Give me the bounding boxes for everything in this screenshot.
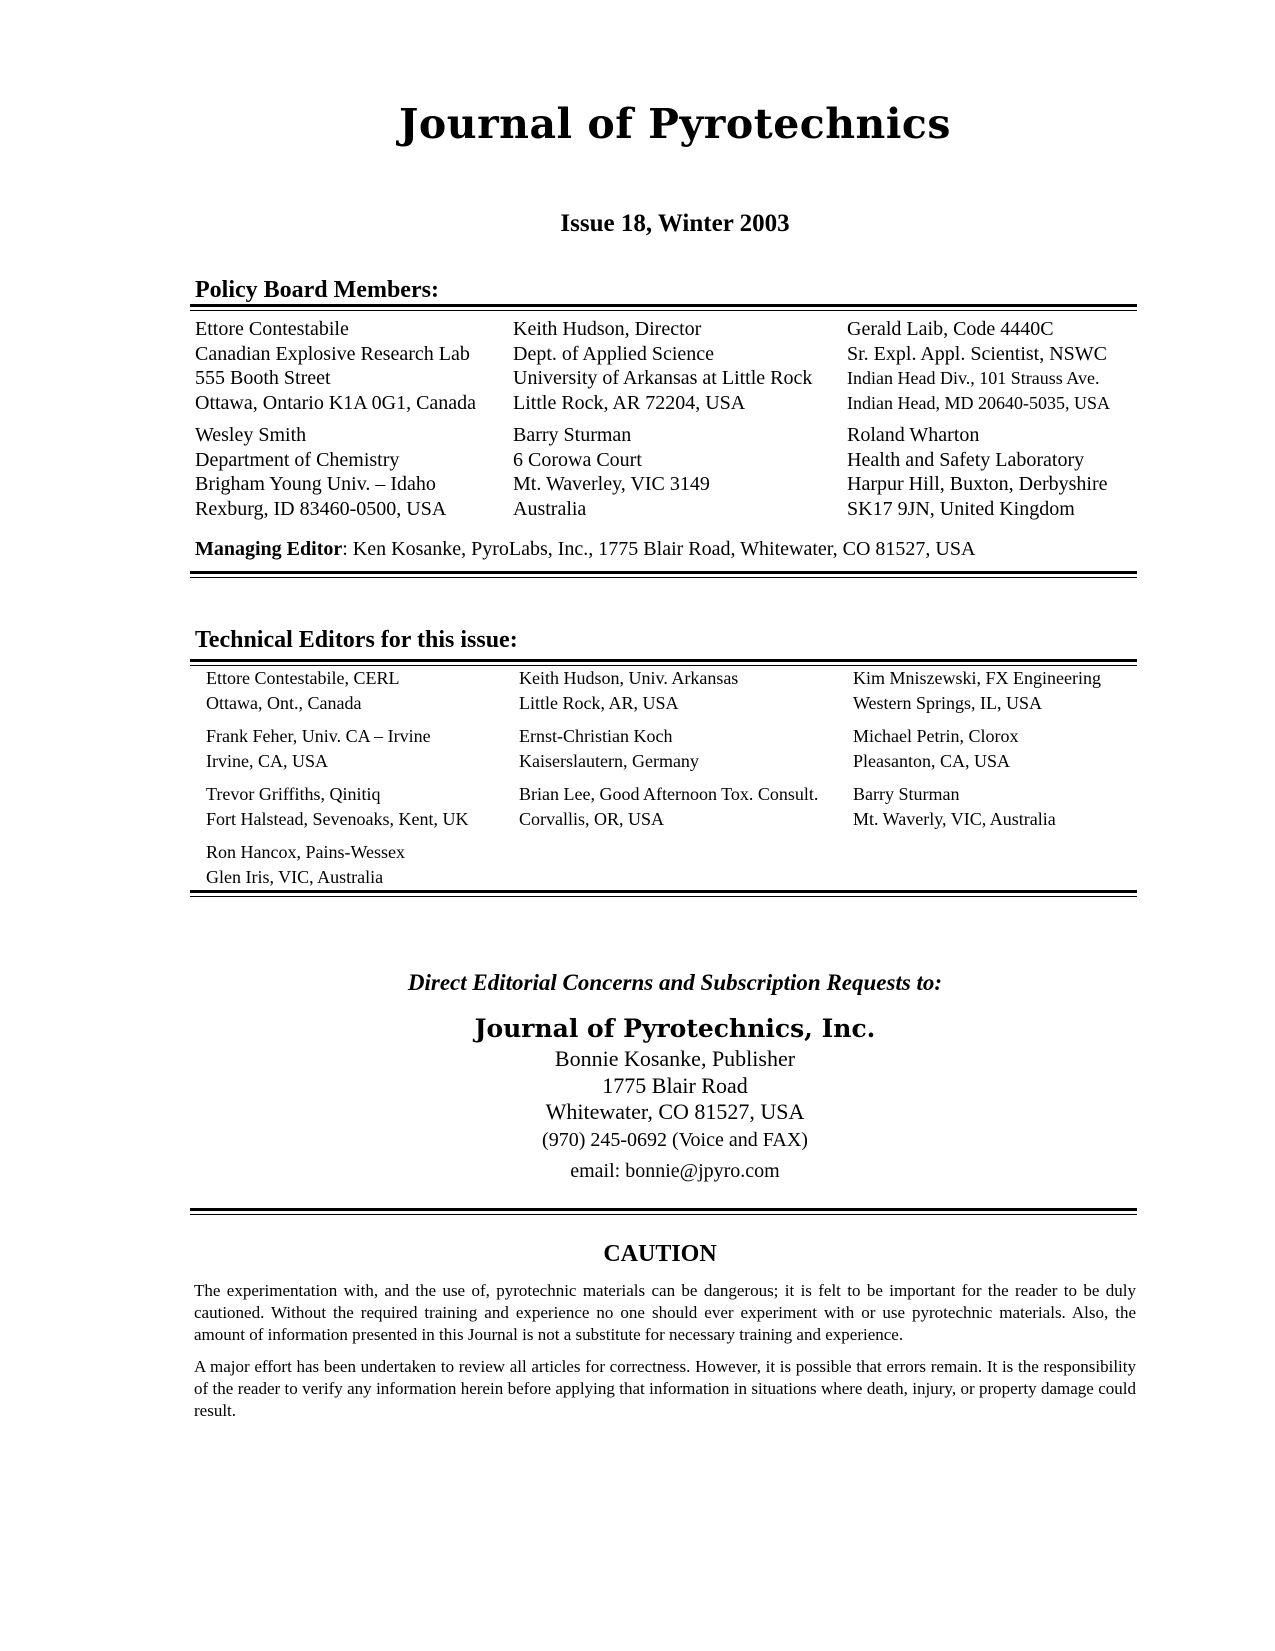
policy-line: Harpur Hill, Buxton, Derbyshire (847, 473, 1108, 495)
policy-line: Mt. Waverley, VIC 3149 (513, 473, 710, 495)
policy-line: Gerald Laib, Code 4440C (847, 318, 1054, 340)
editor-location: Western Springs, IL, USA (853, 693, 1043, 713)
editor-entry (206, 724, 468, 774)
editor-entry (853, 782, 1101, 832)
editor-name: Brian Lee, Good Afternoon Tox. Consult. (519, 784, 819, 804)
editor-name: Kim Mniszewski, FX Engineering (853, 668, 1101, 688)
email-line: email: bonnie@jpyro.com (570, 1160, 780, 1182)
managing-editor-label: Managing Editor (195, 538, 343, 560)
policy-line: Keith Hudson, Director (513, 318, 702, 340)
editor-location: Mt. Waverly, VIC, Australia (853, 809, 1056, 829)
caution-paragraph-2: A major effort has been undertaken to review all articles for correctness. However, it is possible that errors remain. It is the responsibility of the reader to verify any information herein before applying that information in situations where death, injury, or property damage could result. (194, 1357, 1136, 1420)
caution-top-rule (190, 1208, 1137, 1215)
editor-name: Michael Petrin, Clorox (853, 726, 1019, 746)
issue-line: Issue 18, Winter 2003 (560, 210, 790, 237)
technical-editors-top-rule (190, 659, 1137, 666)
editor-name: Trevor Griffiths, Qinitiq (206, 784, 381, 804)
policy-line: Canadian Explosive Research Lab (195, 342, 470, 365)
editor-entry (206, 666, 468, 716)
contact-address (0, 1046, 1275, 1126)
policy-line: Little Rock, AR 72204, USA (513, 391, 746, 414)
policy-line: Roland Wharton (847, 424, 980, 446)
editor-entry (519, 724, 818, 774)
editor-location: Fort Halstead, Sevenoaks, Kent, UK (206, 809, 469, 829)
policy-col-1 (195, 317, 476, 521)
editor-name: Ernst-Christian Koch (519, 726, 673, 746)
editor-entry (519, 782, 818, 832)
editor-name: Ron Hancox, Pains-Wessex (206, 842, 406, 862)
policy-col-3 (847, 317, 1110, 521)
policy-board-heading: Policy Board Members: (195, 277, 439, 303)
page-title: Journal of Pyrotechnics (399, 100, 951, 148)
te-col-3 (853, 666, 1101, 840)
editor-location: Glen Iris, VIC, Australia (206, 867, 384, 887)
editor-entry (206, 840, 468, 890)
company-name: Journal of Pyrotechnics, Inc. (474, 1014, 876, 1043)
editor-location: Corvallis, OR, USA (519, 809, 665, 829)
caution-title: CAUTION (603, 1241, 717, 1267)
policy-line: Rexburg, ID 83460-0500, USA (195, 497, 447, 520)
policy-line: Ottawa, Ontario K1A 0G1, Canada (195, 391, 477, 414)
editor-entry (853, 724, 1101, 774)
technical-editors-bottom-rule (190, 890, 1137, 897)
editor-location: Irvine, CA, USA (206, 751, 328, 771)
policy-line: Department of Chemistry (195, 448, 400, 471)
policy-line: 555 Booth Street (195, 367, 331, 389)
policy-line: Australia (513, 497, 587, 520)
policy-line: Wesley Smith (195, 424, 307, 446)
policy-line: Ettore Contestabile (195, 318, 349, 340)
policy-line: Sr. Expl. Appl. Scientist, NSWC (847, 342, 1108, 365)
te-col-1 (206, 666, 468, 898)
te-col-2 (519, 666, 818, 840)
policy-line: Indian Head Div., 101 Strauss Ave. (847, 368, 1100, 388)
editor-location: Ottawa, Ont., Canada (206, 693, 362, 713)
editor-location: Little Rock, AR, USA (519, 693, 679, 713)
editor-name: Barry Sturman (853, 784, 960, 804)
policy-line: Barry Sturman (513, 424, 632, 446)
caution-paragraph-1: The experimentation with, and the use of, pyrotechnic materials can be dangerous; it is felt to be important for the reader to be duly cautioned. Without the required training and experience no one should ever experiment with or use pyrotechnic materials. Also, the amount of information presented in this Journal is not a substitute for necessary training and experience. (194, 1281, 1136, 1344)
managing-editor (195, 538, 975, 561)
editor-name: Ettore Contestabile, CERL (206, 668, 400, 688)
editor-location: Kaiserslautern, Germany (519, 751, 699, 771)
publisher-line: Bonnie Kosanke, Publisher (554, 1046, 796, 1071)
policy-board-top-rule (190, 304, 1137, 311)
editor-name: Frank Feher, Univ. CA – Irvine (206, 726, 431, 746)
policy-line: Brigham Young Univ. – Idaho (195, 473, 436, 495)
street-line: 1775 Blair Road (602, 1072, 748, 1098)
policy-board-bottom-rule (190, 571, 1137, 578)
editor-name: Keith Hudson, Univ. Arkansas (519, 668, 739, 688)
policy-line: 6 Corowa Court (513, 448, 642, 471)
editor-entry (853, 666, 1101, 716)
policy-line: University of Arkansas at Little Rock (513, 367, 813, 389)
direct-concerns-heading: Direct Editorial Concerns and Subscription Requests to: (407, 970, 943, 995)
policy-line: Dept. of Applied Science (513, 342, 715, 365)
city-line: Whitewater, CO 81527, USA (545, 1099, 805, 1124)
phone-line: (970) 245-0692 (Voice and FAX) (542, 1129, 808, 1151)
policy-line: Health and Safety Laboratory (847, 448, 1085, 471)
managing-editor-text: : Ken Kosanke, PyroLabs, Inc., 1775 Blair Road, Whitewater, CO 81527, USA (342, 538, 976, 560)
editor-location: Pleasanton, CA, USA (853, 751, 1010, 771)
policy-line: Indian Head, MD 20640-5035, USA (847, 392, 1110, 413)
editor-entry (206, 782, 468, 832)
policy-col-2 (513, 317, 812, 521)
technical-editors-heading: Technical Editors for this issue: (195, 627, 518, 653)
policy-line: SK17 9JN, United Kingdom (847, 497, 1075, 520)
editor-entry (519, 666, 818, 716)
